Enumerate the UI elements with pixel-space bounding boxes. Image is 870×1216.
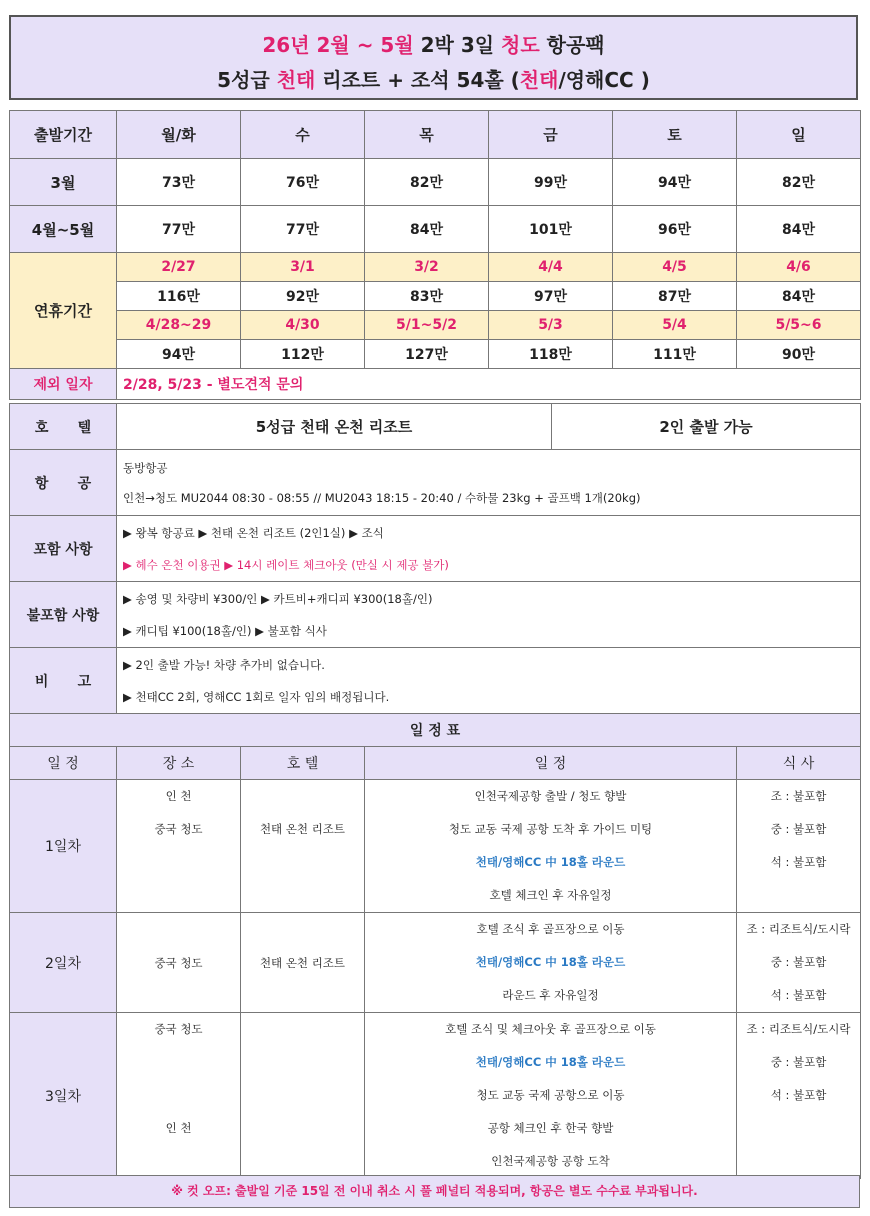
meal-item: 조 : 불포함 [770, 789, 827, 803]
price-header-row [10, 111, 861, 159]
holiday-label: 연휴기간 [10, 253, 117, 369]
holiday-date: 4/28~29 [117, 311, 241, 340]
header-thu: 목 [365, 111, 489, 159]
holiday-dates-row-1 [10, 253, 861, 282]
meal-item: 석 : 불포함 [770, 855, 827, 869]
meal-item: 중 : 불포함 [770, 1055, 827, 1069]
meal-item: 중 : 불포함 [770, 955, 827, 969]
meal-item [737, 1145, 860, 1178]
price-cell: 76만 [241, 159, 365, 206]
included-info [117, 516, 861, 582]
header-fri: 금 [489, 111, 613, 159]
hotel-label: 호 텔 [10, 404, 117, 450]
excluded-dates-row [10, 369, 861, 400]
not-included-info [117, 582, 861, 648]
price-cell: 111만 [613, 340, 737, 369]
excluded-label: 제외 일자 [10, 369, 117, 400]
title-cc-1: 천태 [519, 68, 559, 92]
place-item [117, 1046, 240, 1079]
price-cell: 94만 [117, 340, 241, 369]
included-line-1: ▶ 왕복 항공료 ▶ 천태 온천 리조트 (2인1실) ▶ 조식 [123, 525, 384, 540]
meal-item [737, 1112, 860, 1145]
itinerary-item: 공항 체크인 후 한국 향발 [487, 1121, 614, 1135]
air-label: 항 공 [10, 450, 117, 516]
title-package-desc: 리조트 + 조석 54홀 ( [315, 68, 520, 92]
itinerary-item: 라운드 후 자유일정 [502, 988, 599, 1002]
day3-hotel [241, 1013, 365, 1179]
day2-row [10, 913, 861, 1013]
itinerary-item: 인천국제공항 공항 도착 [491, 1154, 610, 1168]
header-period: 출발기간 [10, 111, 117, 159]
day2-place: 중국 청도 [117, 913, 241, 1013]
holiday-date: 3/1 [241, 253, 365, 282]
price-cell: 118만 [489, 340, 613, 369]
place-item: 중국 청도 [154, 822, 203, 836]
title-duration: 2박 3일 [413, 33, 502, 57]
schedule-table [9, 713, 861, 1179]
meal-item [737, 879, 860, 912]
price-cell: 94만 [613, 159, 737, 206]
price-cell: 112만 [241, 340, 365, 369]
flight-details: 인천→청도 MU2044 08:30 - 08:55 // MU2043 18:15 - 20:40 / 수하물 23kg + 골프백 1개(20kg) [123, 490, 641, 505]
title-resort: 천태 [276, 68, 316, 92]
price-cell: 92만 [241, 282, 365, 311]
holiday-date: 5/5~6 [737, 311, 861, 340]
title-banner [9, 15, 858, 100]
title-period: 26년 2월 ~ 5월 [262, 33, 414, 57]
day3-itinerary [365, 1013, 737, 1179]
day1-meals [737, 780, 861, 913]
day1-places [117, 780, 241, 913]
price-cell: 116만 [117, 282, 241, 311]
price-cell: 84만 [737, 282, 861, 311]
day2-meals [737, 913, 861, 1013]
holiday-date: 3/2 [365, 253, 489, 282]
title-line-2 [11, 64, 856, 93]
price-cell: 73만 [117, 159, 241, 206]
title-city: 청도 [501, 33, 540, 57]
day3-meals [737, 1013, 861, 1179]
itinerary-item: 천태/영해CC 中 18홀 라운드 [475, 955, 626, 969]
included-row [10, 516, 861, 582]
place-item: 인 천 [165, 1121, 192, 1135]
sched-header-itinerary: 일 정 [365, 747, 737, 780]
holiday-date: 4/5 [613, 253, 737, 282]
day3-places [117, 1013, 241, 1179]
schedule-title: 일 정 표 [10, 714, 861, 747]
holiday-date: 5/3 [489, 311, 613, 340]
meal-item: 조 : 리조트식/도시락 [746, 922, 851, 936]
price-cell: 96만 [613, 206, 737, 253]
price-cell: 82만 [737, 159, 861, 206]
holiday-date: 2/27 [117, 253, 241, 282]
sched-header-place: 장 소 [117, 747, 241, 780]
itinerary-item: 천태/영해CC 中 18홀 라운드 [475, 1055, 626, 1069]
title-cc-2: /영해CC ) [558, 68, 650, 92]
note-line-1: ▶ 2인 출발 가능! 차량 추가비 없습니다. [123, 657, 325, 672]
price-cell: 77만 [117, 206, 241, 253]
header-sat: 토 [613, 111, 737, 159]
excluded-text: 2/28, 5/23 - 별도견적 문의 [117, 369, 861, 400]
holiday-prices-row-2 [10, 340, 861, 369]
row-label: 3월 [10, 159, 117, 206]
price-cell: 77만 [241, 206, 365, 253]
holiday-prices-row-1 [10, 282, 861, 311]
price-cell: 83만 [365, 282, 489, 311]
itinerary-item: 호텔 체크인 후 자유일정 [489, 888, 612, 902]
day1-itinerary [365, 780, 737, 913]
note-label: 비 고 [10, 648, 117, 714]
excluded-row [10, 582, 861, 648]
day2-label: 2일차 [10, 913, 117, 1013]
price-cell: 101만 [489, 206, 613, 253]
price-cell: 82만 [365, 159, 489, 206]
note-line-2: ▶ 천태CC 2회, 영해CC 1회로 일자 임의 배정됩니다. [123, 689, 390, 704]
hotel-row [10, 404, 861, 450]
header-wed: 수 [241, 111, 365, 159]
not-included-line-1: ▶ 송영 및 차량비 ¥300/인 ▶ 카트비+캐디피 ¥300(18홀/인) [123, 591, 433, 606]
place-item [117, 1079, 240, 1112]
holiday-date: 4/6 [737, 253, 861, 282]
day1-row [10, 780, 861, 913]
itinerary-item: 청도 교동 국제 공항 도착 후 가이드 미팅 [448, 822, 653, 836]
itinerary-item: 청도 교동 국제 공항으로 이동 [476, 1088, 625, 1102]
place-item [117, 846, 240, 879]
schedule-header-row [10, 747, 861, 780]
price-cell: 99만 [489, 159, 613, 206]
meal-item: 석 : 불포함 [770, 1088, 827, 1102]
place-item: 인 천 [165, 789, 192, 803]
note-row [10, 648, 861, 714]
note-info [117, 648, 861, 714]
price-cell: 90만 [737, 340, 861, 369]
price-table [9, 110, 861, 400]
holiday-dates-row-2 [10, 311, 861, 340]
title-line-1 [11, 29, 856, 58]
cutoff-notice: ※ 컷 오프: 출발일 기준 15일 전 이내 취소 시 풀 페널티 적용되며, 항공은 별도 수수료 부과됩니다. [9, 1175, 860, 1208]
air-info [117, 450, 861, 516]
title-pack: 항공팩 [539, 33, 605, 57]
holiday-date: 5/4 [613, 311, 737, 340]
holiday-date: 4/4 [489, 253, 613, 282]
meal-item: 석 : 불포함 [770, 988, 827, 1002]
price-cell: 84만 [365, 206, 489, 253]
hotel-item: 천태 온천 리조트 [259, 822, 346, 836]
itinerary-item: 천태/영해CC 中 18홀 라운드 [475, 855, 626, 869]
not-included-label: 불포함 사항 [10, 582, 117, 648]
included-line-2: ▶ 헤수 온천 이용권 ▶ 14시 레이트 체크아웃 (만실 시 제공 불가) [123, 557, 449, 572]
hotel-note: 2인 출발 가능 [552, 404, 861, 450]
title-grade: 5성급 [217, 68, 277, 92]
sched-header-hotel: 호 텔 [241, 747, 365, 780]
day1-label: 1일차 [10, 780, 117, 913]
not-included-line-2: ▶ 캐디팁 ¥100(18홀/인) ▶ 불포함 식사 [123, 623, 327, 638]
day2-itinerary [365, 913, 737, 1013]
price-row-march [10, 159, 861, 206]
sched-header-day: 일 정 [10, 747, 117, 780]
day1-hotel [241, 780, 365, 913]
holiday-date: 5/1~5/2 [365, 311, 489, 340]
header-sun: 일 [737, 111, 861, 159]
info-table [9, 403, 861, 714]
price-cell: 97만 [489, 282, 613, 311]
price-row-apr-may [10, 206, 861, 253]
itinerary-item: 인천국제공항 출발 / 청도 향발 [474, 789, 627, 803]
place-item: 중국 청도 [154, 1022, 203, 1036]
price-cell: 84만 [737, 206, 861, 253]
day2-hotel: 천태 온천 리조트 [241, 913, 365, 1013]
header-mon-tue: 월/화 [117, 111, 241, 159]
row-label: 4월~5월 [10, 206, 117, 253]
price-cell: 87만 [613, 282, 737, 311]
itinerary-item: 호텔 조식 및 체크아웃 후 골프장으로 이동 [445, 1022, 656, 1036]
price-cell: 127만 [365, 340, 489, 369]
day3-row [10, 1013, 861, 1179]
air-row [10, 450, 861, 516]
included-label: 포함 사항 [10, 516, 117, 582]
schedule-title-row [10, 714, 861, 747]
itinerary-item: 호텔 조식 후 골프장으로 이동 [476, 922, 625, 936]
place-item [117, 879, 240, 912]
sched-header-meal: 식 사 [737, 747, 861, 780]
day3-label: 3일차 [10, 1013, 117, 1179]
hotel-name: 5성급 천태 온천 리조트 [117, 404, 552, 450]
airline-name: 동방항공 [123, 460, 168, 475]
meal-item: 중 : 불포함 [770, 822, 827, 836]
holiday-date: 4/30 [241, 311, 365, 340]
place-item [117, 1145, 240, 1178]
meal-item: 조 : 리조트식/도시락 [746, 1022, 851, 1036]
